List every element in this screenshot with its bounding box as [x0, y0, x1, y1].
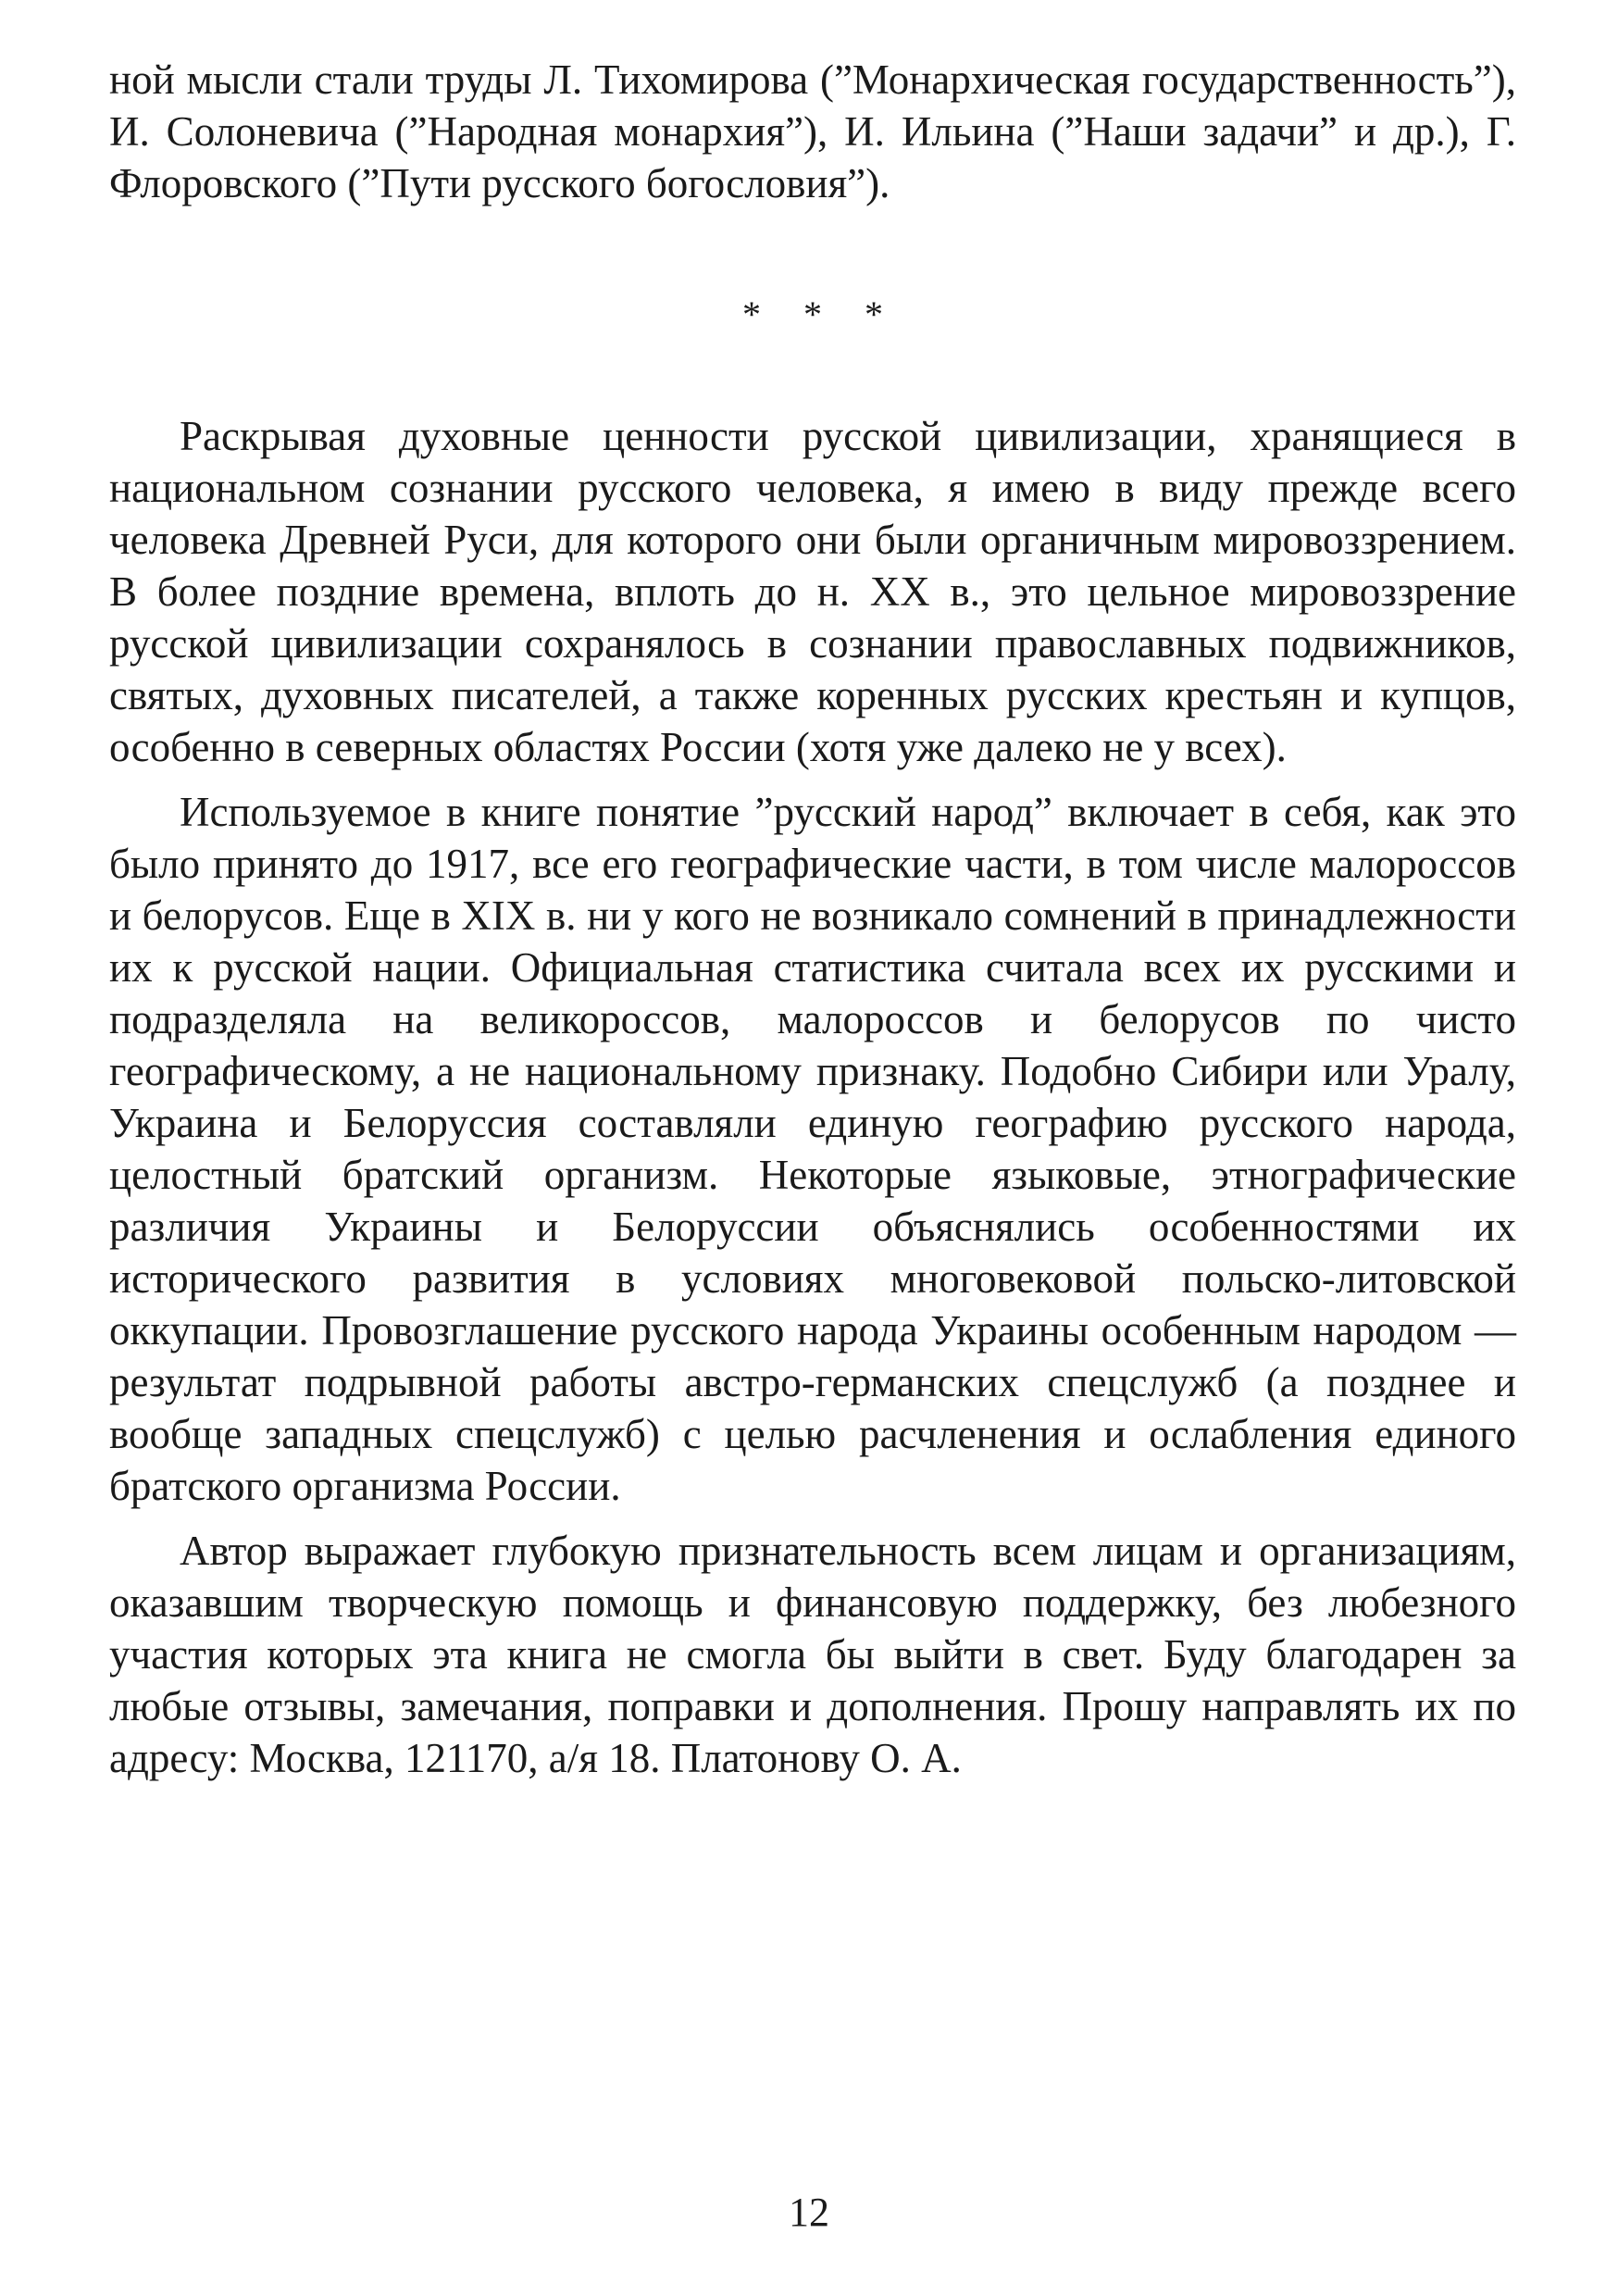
page-body [109, 54, 1516, 1784]
paragraph-russian-people: Используемое в книге понятие ”русский народ” включает в себя, как это было принято до 1917, все его географические части, в том числе малороссов и белорусов. Еще в XIX в. ни у кого не возникало сомнений в принадлежности их к русской нации. Официальная статистика считала всех их русскими и подразделяла на великороссов, малороссов и белорусов по чисто географическому, а не национальному признаку. Подобно Сибири или Уралу, Украина и Белоруссия составляли единую географию русского народа, целостный братский организм. Некоторые языковые, этнографические различия Украины и Белоруссии объяснялись особенностями их исторического развития в условиях многовековой польско-литовской оккупации. Провозглашение русского народа Украины особенным народом — результат подрывной работы австро-германских спецслужб (а позднее и вообще западных спецслужб) с целью расчленения и ослабления единого братского организма России. [109, 789, 1516, 1509]
paragraph-civilization: Раскрывая духовные ценности русской цивилизации, хранящиеся в национальном сознании русского человека, я имею в виду прежде всего человека Древней Руси, для которого они были органичным мировоззрением. В более поздние времена, вплоть до н. XX в., это цельное мировоззрение русской цивилизации сохранялось в сознании православных подвижников, святых, духовных писателей, а также коренных русских крестьян и купцов, особенно в северных областях России (хотя уже далеко не у всех). [109, 413, 1516, 770]
top-paragraph: ной мысли стали труды Л. Тихомирова (”Монархическая государственность”), И. Солоневича (”Народная монархия”), И. Ильина (”Наши задачи” и др.), Г. Флоровского (”Пути русского богословия”). [109, 56, 1516, 206]
section-separator: * * * [742, 293, 900, 335]
paragraph-acknowledgements: Автор выражает глубокую признательность всем лицам и организациям, оказавшим творческую помощь и финансовую поддержку, без любезного участия которых эта книга не смогла бы выйти в свет. Буду благодарен за любые отзывы, замечания, поправки и дополнения. Прошу направлять их по адресу: Москва, 121170, а/я 18. Платонову О. А. [109, 1528, 1516, 1781]
page-number: 12 [789, 2190, 829, 2235]
